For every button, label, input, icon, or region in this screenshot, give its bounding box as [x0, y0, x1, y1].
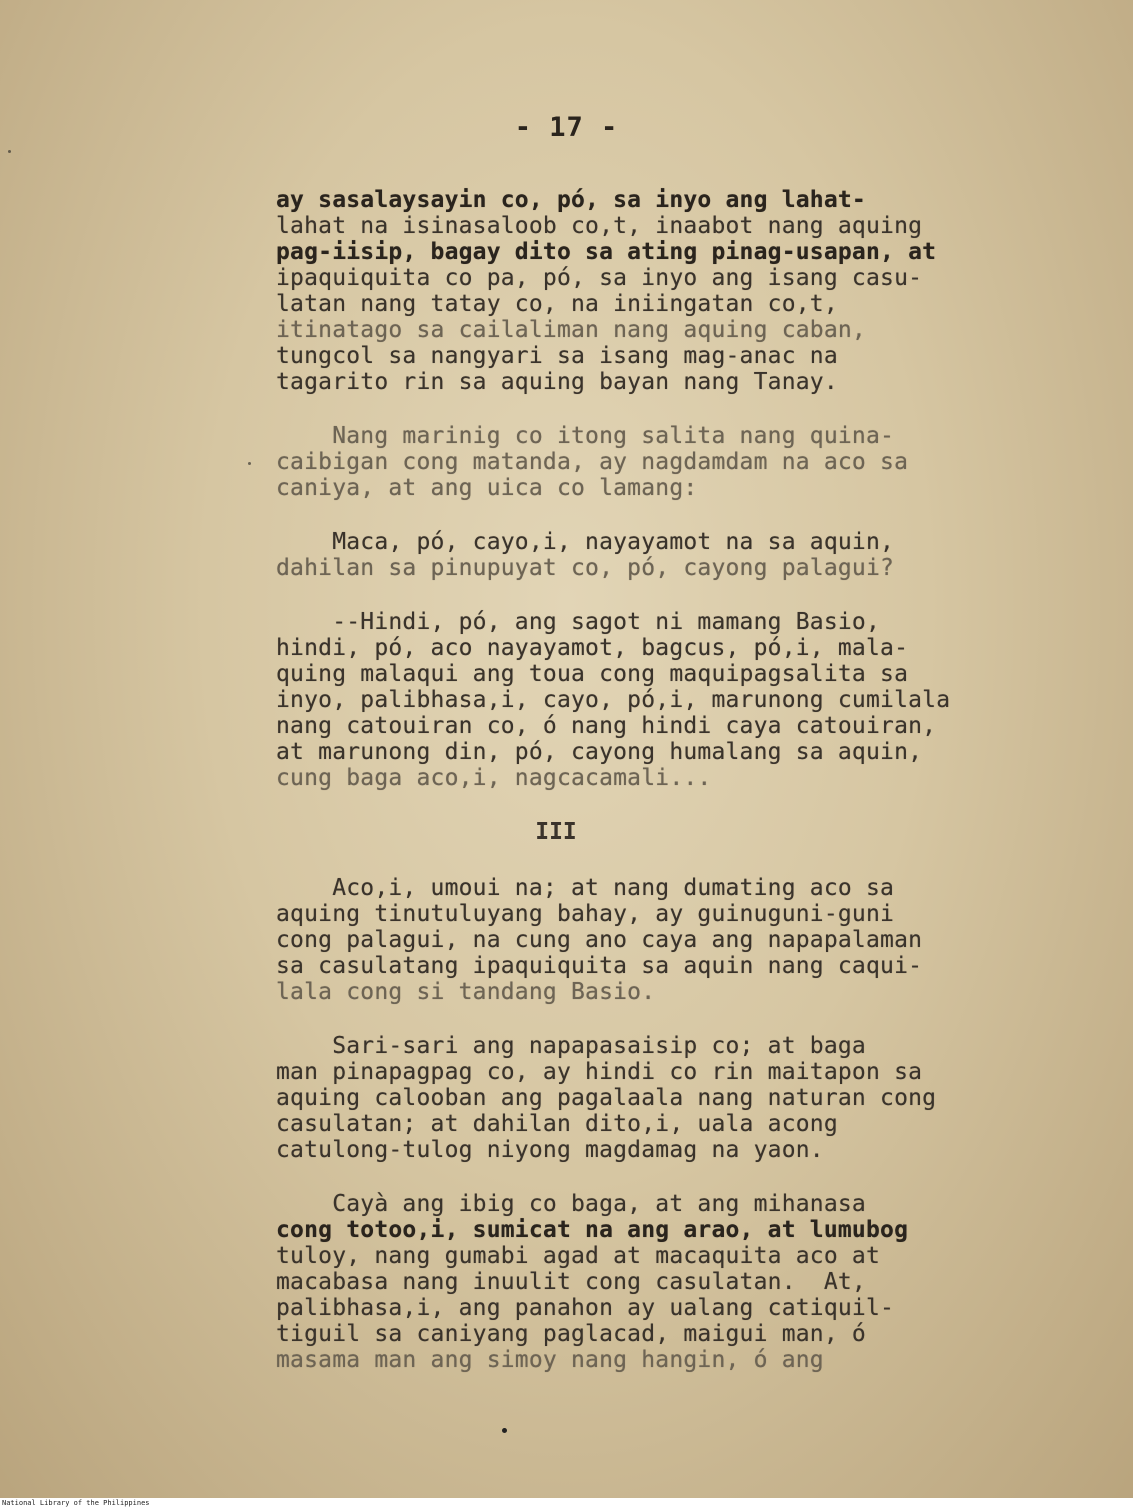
text-line: tuloy, nang gumabi agad at macaquita aco at	[276, 1243, 881, 1269]
text-line: casulatan; at dahilan dito,i, uala acong	[276, 1111, 838, 1137]
text-line: inyo, palibhasa,i, cayo, pó,i, marunong cumilala	[276, 687, 951, 713]
text-line: latan nang tatay co, na iniingatan co,t,	[276, 291, 838, 317]
paragraph-5	[276, 875, 1016, 1005]
paper-speck	[248, 462, 251, 465]
paper-speck	[502, 1428, 507, 1433]
text-line: aquing tinutuluyang bahay, ay guinuguni-guni	[276, 901, 895, 927]
text-line: dahilan sa pinupuyat co, pó, cayong palagui?	[276, 555, 895, 581]
text-line: at marunong din, pó, cayong humalang sa aquin,	[276, 739, 923, 765]
text-line: pag-iisip, bagay dito sa ating pinag-usapan, at	[276, 239, 937, 265]
text-line: Aco,i, umoui na; at nang dumating aco sa	[276, 875, 895, 901]
section-heading: III	[535, 819, 577, 845]
text-line: catulong-tulog niyong magdamag na yaon.	[276, 1137, 824, 1163]
text-line: lala cong si tandang Basio.	[276, 979, 656, 1005]
text-line: cong palagui, na cung ano caya ang napapalaman	[276, 927, 923, 953]
text-line: masama man ang simoy nang hangin, ó ang	[276, 1347, 824, 1373]
paragraph-2	[276, 423, 1016, 501]
text-line: tungcol sa nangyari sa isang mag-anac na	[276, 343, 838, 369]
text-line: quing malaqui ang toua cong maquipagsalita sa	[276, 661, 909, 687]
text-line: itinatago sa cailaliman nang aquing caban,	[276, 317, 866, 343]
text-line: sa casulatang ipaquiquita sa aquin nang caqui-	[276, 953, 923, 979]
text-line: --Hindi, pó, ang sagot ni mamang Basio,	[276, 609, 881, 635]
text-line: caibigan cong matanda, ay nagdamdam na aco sa	[276, 449, 909, 475]
paper-speck	[8, 150, 11, 153]
text-line: Cayà ang ibig co baga, at ang mihanasa	[276, 1191, 866, 1217]
text-line: cong totoo,i, sumicat na ang arao, at lumubog	[276, 1217, 909, 1243]
text-line: Maca, pó, cayo,i, nayayamot na sa aquin,	[276, 529, 895, 555]
paragraph-7	[276, 1191, 1016, 1373]
text-line: aquing calooban ang pagalaala nang naturan cong	[276, 1085, 937, 1111]
paragraph-1	[276, 187, 1016, 395]
text-line: caniya, at ang uica co lamang:	[276, 475, 698, 501]
text-line: cung baga aco,i, nagcacamali...	[276, 765, 712, 791]
paragraph-4	[276, 609, 1016, 791]
text-line: hindi, pó, aco nayayamot, bagcus, pó,i, mala-	[276, 635, 909, 661]
text-line: Sari-sari ang napapasaisip co; at baga	[276, 1033, 866, 1059]
text-line: lahat na isinasaloob co,t, inaabot nang aquing	[276, 213, 923, 239]
text-line: ipaquiquita co pa, pó, sa inyo ang isang casu-	[276, 265, 923, 291]
text-line: nang catouiran co, ó nang hindi caya catouiran,	[276, 713, 937, 739]
text-line: man pinapagpag co, ay hindi co rin maitapon sa	[276, 1059, 923, 1085]
paragraph-3	[276, 529, 1016, 581]
footer-credit: National Library of the Philippines	[0, 1498, 1133, 1508]
paragraph-6	[276, 1033, 1016, 1163]
text-line: macabasa nang inuulit cong casulatan. At,	[276, 1269, 866, 1295]
text-line: tiguil sa caniyang paglacad, maigui man, ó	[276, 1321, 866, 1347]
text-line: tagarito rin sa aquing bayan nang Tanay.	[276, 369, 838, 395]
text-line: Nang marinig co itong salita nang quina-	[276, 423, 895, 449]
text-line: palibhasa,i, ang panahon ay ualang catiquil-	[276, 1295, 895, 1321]
page-number: - 17 -	[514, 112, 619, 143]
document-body	[276, 187, 1016, 1401]
text-line: ay sasalaysayin co, pó, sa inyo ang lahat-	[276, 187, 866, 213]
